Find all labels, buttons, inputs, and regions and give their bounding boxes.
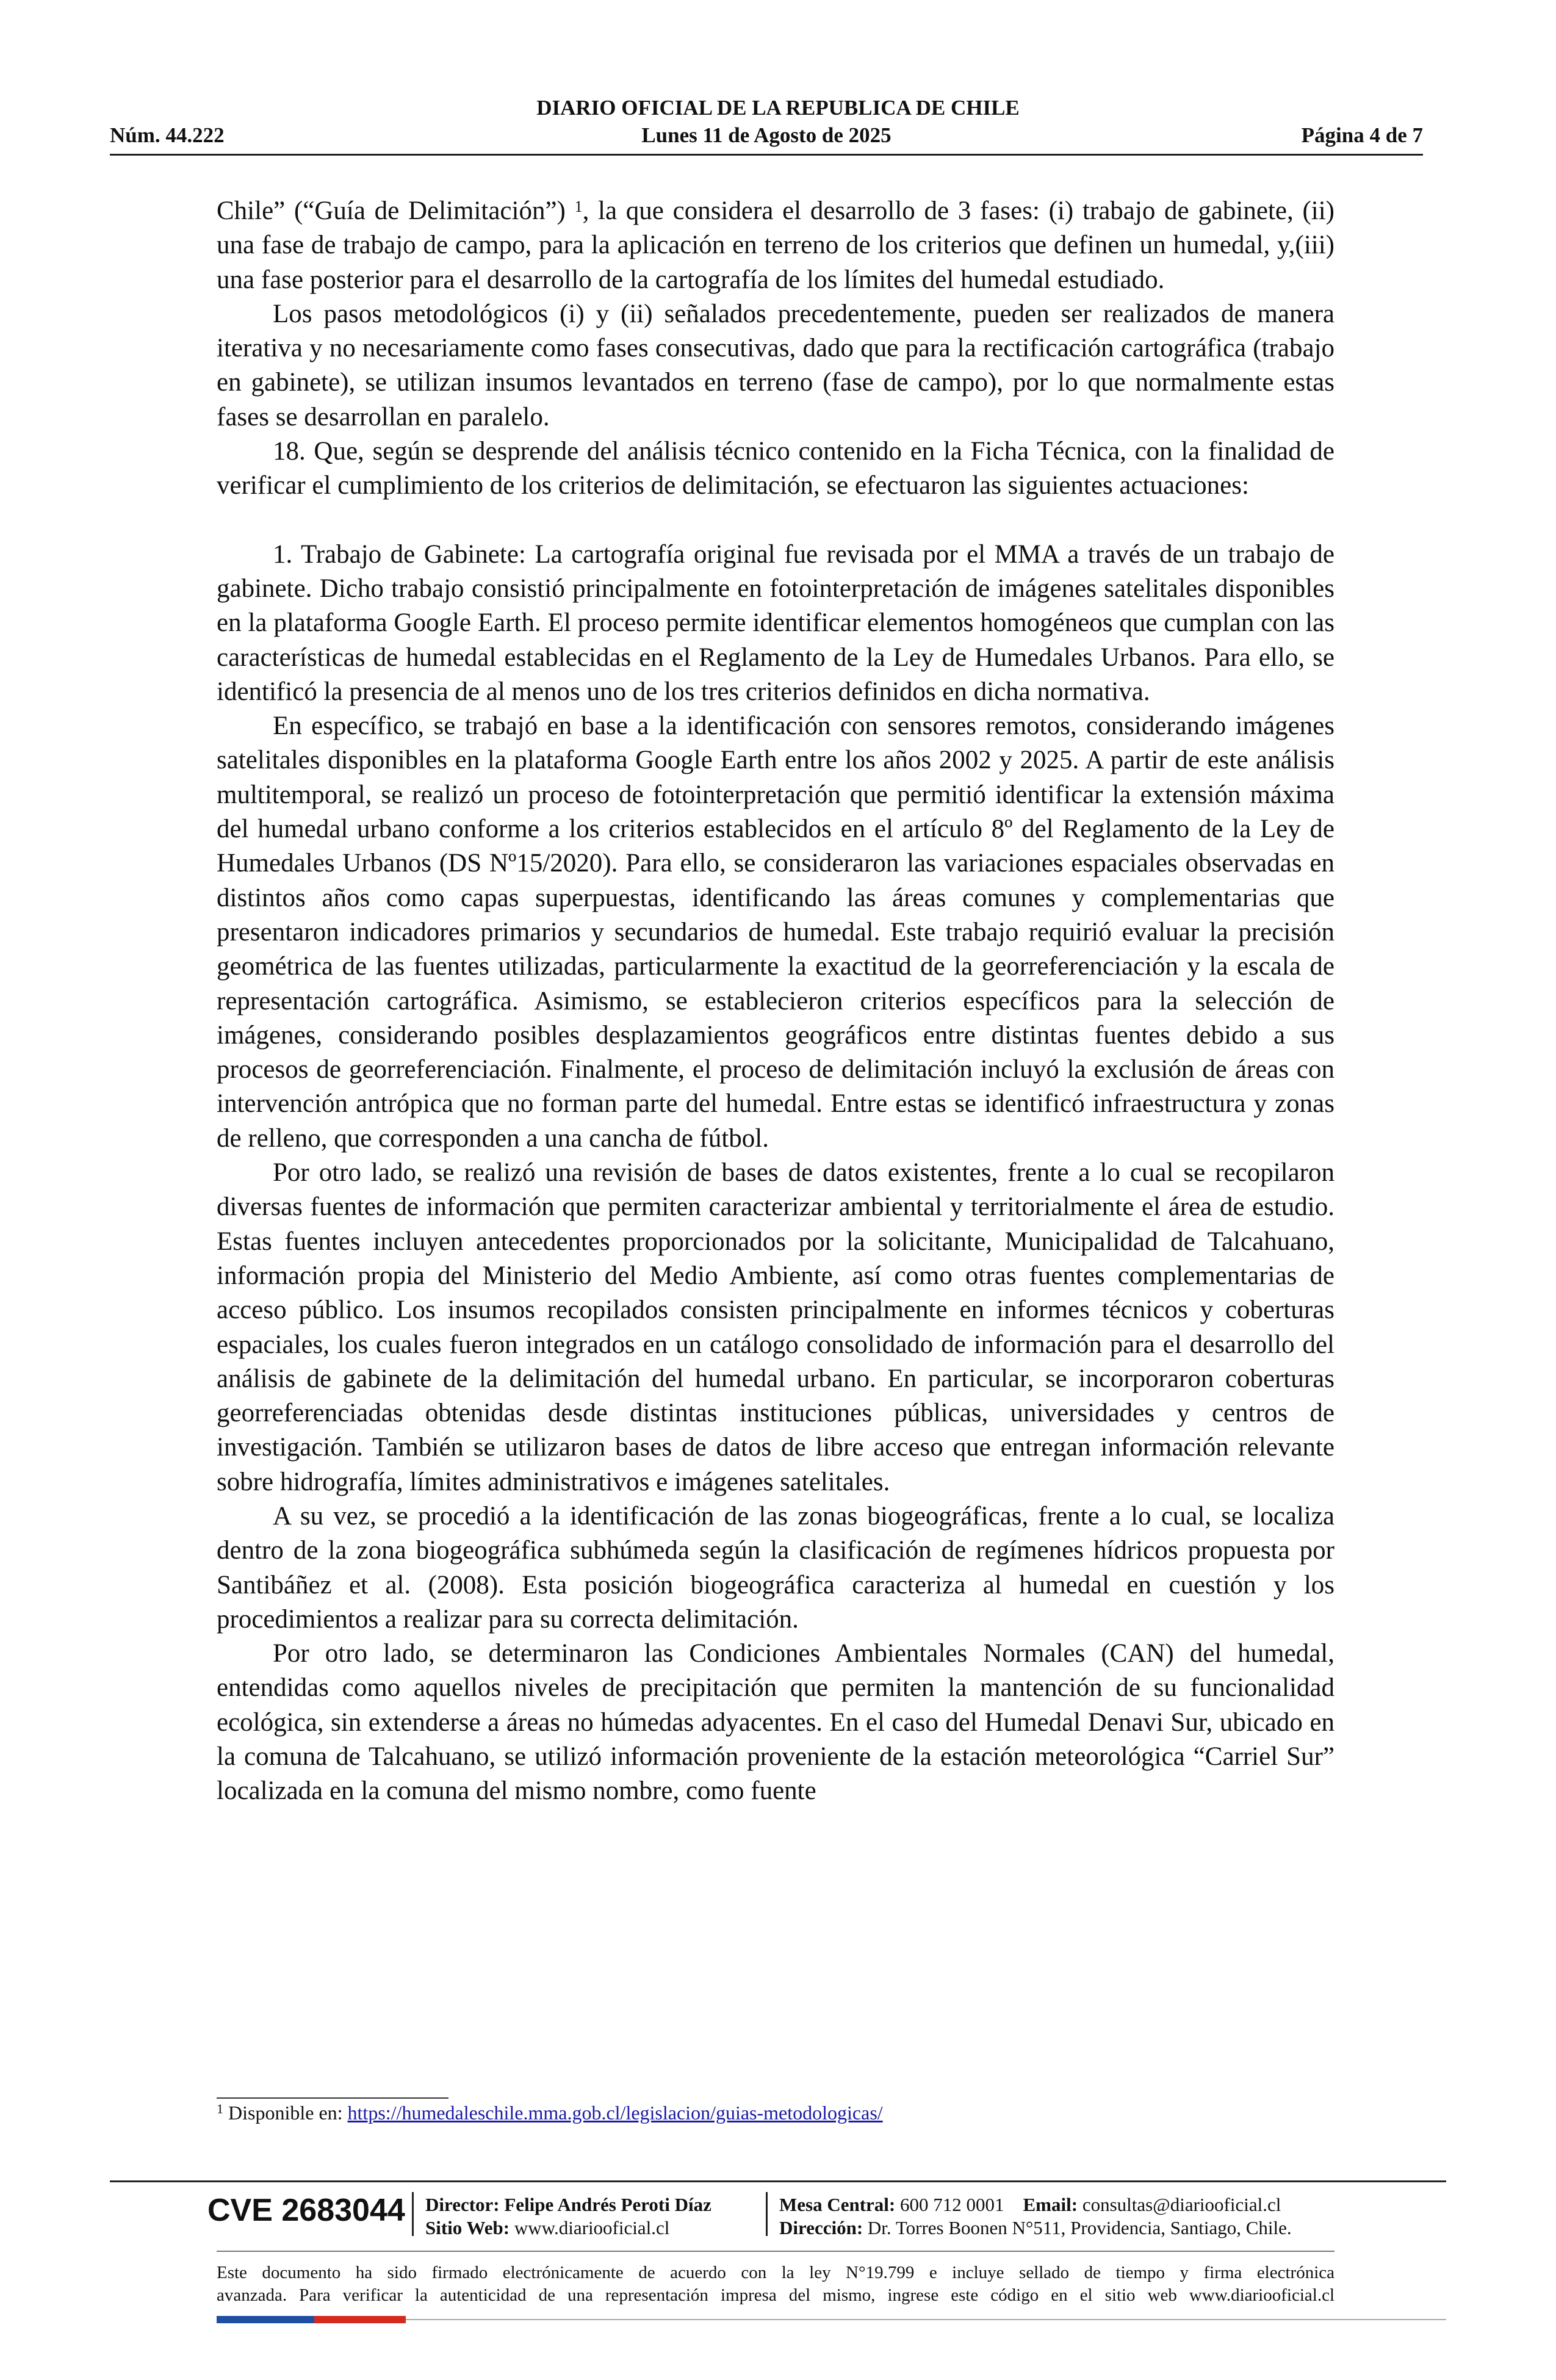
flag-blue-segment — [217, 2316, 314, 2323]
footer-director-block — [425, 2193, 711, 2240]
email-label: Email: — [1023, 2194, 1078, 2215]
article-body — [217, 194, 1334, 1809]
flag-red-segment — [314, 2316, 406, 2323]
director-label: Director: — [425, 2194, 500, 2215]
header-divider — [110, 154, 1423, 156]
paragraph-1-start: Chile” (“Guía de Delimitación”) — [217, 197, 566, 225]
paragraph-2: Los pasos metodológicos (i) y (ii) señalados precedentemente, pueden ser realizados de manera iterativa y no necesariamente como fases consecutivas, dado que para la rectificación cartográfica (trabajo en gabinete), se utilizan insumos levantados en terreno (fase de campo), por lo que normalmente estas fases se desarrollan en paralelo. — [217, 299, 1334, 431]
legal-line-1: Este documento ha sido firmado electrónicamente de acuerdo con la ley N°19.799 e incluye sellado de tiempo y firma electrónica — [217, 2263, 1334, 2282]
paragraph-6: Por otro lado, se realizó una revisión de bases de datos existentes, frente a lo cual se recopilaron diversas fuentes de información que permiten caracterizar ambiental y territorialmente el área de estudio. Estas fuentes incluyen antecedentes proporcionados por la solicitante, Municipalidad de Talcahuano, información propia del Ministerio del Medio Ambiente, así como otras fuentes complementarias de acceso público. Los insumos recopilados consisten principalmente en informes técnicos y coberturas espaciales, los cuales fueron integrados en un catálogo consolidado de información para el desarrollo del análisis de gabinete de la delimitación del humedal urbano. En particular, se incorporaron coberturas georreferenciadas obtenidas desde distintas instituciones públicas, universidades y centros de investigación. También se utilizaron bases de datos de libre acceso que entregan información relevante sobre hidrografía, límites administrativos e imágenes satelitales. — [217, 1158, 1334, 1496]
chile-flag-strip — [217, 2316, 406, 2323]
paragraph-1-rest: , la que considera el desarrollo de 3 fases: (i) trabajo de gabinete, (ii) una fase de trabajo de campo, para la aplicación en terreno de los criterios que definen un humedal, y,(iii) una fase posterior para el desarrollo de la cartografía de los límites del humedal estudiado. — [217, 197, 1334, 294]
paragraph-1 — [217, 194, 1334, 297]
phone-value: 600 712 0001 — [900, 2194, 1004, 2215]
paragraph-4: 1. Trabajo de Gabinete: La cartografía original fue revisada por el MMA a través de un trabajo de gabinete. Dicho trabajo consistió principalmente en fotointerpretación de imágenes satelitales disponibles en la plataforma Google Earth. El proceso permite identificar elementos homogéneos que cumplan con las características de humedal establecidas en el Reglamento de la Ley de Humedales Urbanos. Para ello, se identificó la presencia de al menos uno de los tres criterios definidos en dicha normativa. — [217, 539, 1334, 706]
footer-separator-1 — [412, 2192, 414, 2236]
legal-notice — [217, 2262, 1334, 2307]
page-number: Página 4 de 7 — [1301, 123, 1423, 147]
footer-divider-bottom — [406, 2319, 1446, 2320]
cve-code: CVE 2683044 — [207, 2193, 405, 2228]
paragraph-7: A su vez, se procedió a la identificación de las zonas biogeográficas, frente a lo cual, se localiza dentro de la zona biogeográfica subhúmeda según la clasificación de regímenes hídricos propuesta por Santibáñez et al. (2008). Esta posición biogeográfica caracteriza al humedal en cuestión y los procedimientos a realizar para su correcta delimitación. — [217, 1501, 1334, 1634]
issue-number: Núm. 44.222 — [110, 123, 225, 147]
newspaper-title: DIARIO OFICIAL DE LA REPUBLICA DE CHILE — [536, 96, 1020, 120]
phone-label: Mesa Central: — [779, 2194, 896, 2215]
paragraph-3: 18. Que, según se desprende del análisis técnico contenido en la Ficha Técnica, con la finalidad de verificar el cumplimiento de los criterios de delimitación, se efectuaron las siguientes actuaciones: — [217, 437, 1334, 500]
footnote-label: Disponible en: — [228, 2102, 348, 2124]
website-value[interactable]: www.diariooficial.cl — [514, 2217, 670, 2238]
website-label: Sitio Web: — [425, 2217, 510, 2238]
address-label: Dirección: — [779, 2217, 863, 2238]
footer-divider-top — [110, 2180, 1446, 2182]
paragraph-8: Por otro lado, se determinaron las Condiciones Ambientales Normales (CAN) del humedal, entendidas como aquellos niveles de precipitación que permiten la mantención de su funcionalidad ecológica, sin extenderse a áreas no húmedas adyacentes. En el caso del Humedal Denavi Sur, ubicado en la comuna de Talcahuano, se utilizó información proveniente de la estación meteorológica “Carriel Sur” localizada en la comuna del mismo nombre, como fuente — [217, 1639, 1334, 1806]
paragraph-gap — [217, 503, 1334, 538]
issue-date: Lunes 11 de Agosto de 2025 — [641, 123, 891, 147]
footer-separator-2 — [766, 2192, 768, 2236]
footnote-number: 1 — [217, 2101, 223, 2116]
footer-contact-block — [779, 2193, 1292, 2240]
footnote-ref[interactable]: 1 — [574, 198, 583, 215]
footnote — [217, 2101, 883, 2125]
footnote-divider — [217, 2097, 448, 2099]
director-name: Felipe Andrés Peroti Díaz — [504, 2194, 711, 2215]
footer-divider-mid — [217, 2251, 1334, 2252]
address-value: Dr. Torres Boonen N°511, Providencia, Santiago, Chile. — [867, 2217, 1292, 2238]
legal-line-2: avanzada. Para verificar la autenticidad de una representación impresa del mismo, ingrese este código en el sitio web www.diariooficial.cl — [217, 2285, 1334, 2305]
email-value[interactable]: consultas@diariooficial.cl — [1082, 2194, 1281, 2215]
paragraph-5: En específico, se trabajó en base a la identificación con sensores remotos, considerando imágenes satelitales disponibles en la plataforma Google Earth entre los años 2002 y 2025. A partir de este análisis multitemporal, se realizó un proceso de fotointerpretación que permitió identificar la extensión máxima del humedal urbano conforme a los criterios establecidos en el artículo 8º del Reglamento de la Ley de Humedales Urbanos (DS Nº15/2020). Para ello, se consideraron las variaciones espaciales observadas en distintos años como capas superpuestas, identificando las áreas comunes y complementarias que presentaron indicadores primarios y secundarios de humedal. Este trabajo requirió evaluar la precisión geométrica de las fuentes utilizadas, particularmente la exactitud de la georreferenciación y la escala de representación cartográfica. Asimismo, se establecieron criterios específicos para la selección de imágenes, considerando posibles desplazamientos geográficos entre distintas fuentes debido a sus procesos de georreferenciación. Finalmente, el proceso de delimitación incluyó la exclusión de áreas con intervención antrópica que no forman parte del humedal. Entre estas se identificó infraestructura y zonas de relleno, que corresponden a una cancha de fútbol. — [217, 712, 1334, 1153]
footnote-link[interactable]: https://humedaleschile.mma.gob.cl/legislacion/guias-metodologicas/ — [347, 2102, 883, 2124]
